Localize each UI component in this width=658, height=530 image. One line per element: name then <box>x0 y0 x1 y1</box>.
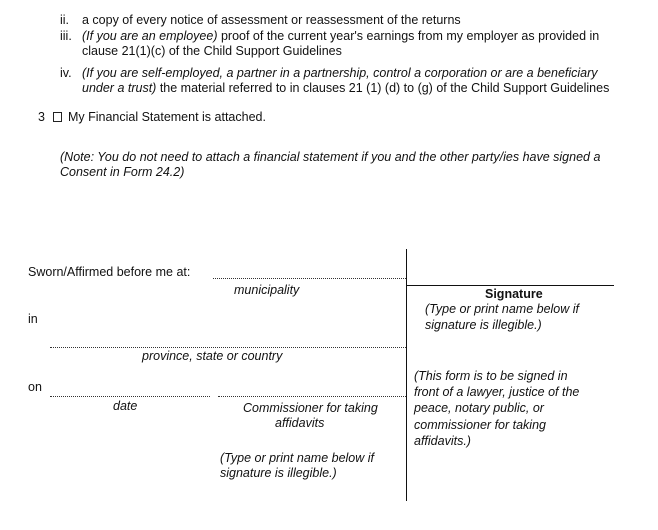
list-item-iii-line1 <box>82 29 599 44</box>
province-field[interactable] <box>50 347 406 348</box>
signing-instruction-1: (This form is to be signed in <box>414 369 568 383</box>
commissioner-note-1: (Type or print name below if <box>220 451 374 465</box>
list-item-iii-line2: clause 21(1)(c) of the Child Support Guidelines <box>82 44 342 58</box>
note-line-1: (Note: You do not need to attach a financial statement if you and the other party/ies have signed a <box>60 150 601 164</box>
on-label: on <box>28 380 42 394</box>
signature-line <box>406 285 614 286</box>
employee-qualifier: (If you are an employee) <box>82 29 218 43</box>
signing-instruction-4: commissioner for taking <box>414 418 546 432</box>
signing-instruction-3: peace, notary public, or <box>414 401 544 415</box>
commissioner-field[interactable] <box>218 396 406 397</box>
list-number-ii: ii. <box>60 13 70 27</box>
vertical-divider <box>406 249 407 501</box>
commissioner-line-2: affidavits <box>275 416 325 430</box>
signing-instruction-5: affidavits.) <box>414 434 471 448</box>
list-number-iv: iv. <box>60 66 72 80</box>
list-item-ii-text <box>82 13 461 28</box>
municipality-field[interactable] <box>213 278 406 279</box>
signature-label: Signature <box>485 287 543 301</box>
list-number-iii: iii. <box>60 29 72 43</box>
signature-note-2: signature is illegible.) <box>425 318 542 332</box>
signing-instruction-2: front of a lawyer, justice of the <box>414 385 580 399</box>
section-3 <box>38 110 266 125</box>
list-item-iv-line1: (If you are self-employed, a partner in a partnership, control a corporation or are a beneficiary <box>82 66 598 80</box>
section-3-number: 3 <box>38 110 45 124</box>
financial-statement-checkbox[interactable] <box>53 112 62 122</box>
list-item-ii-line1: a copy of every notice of assessment or reassessment of the returns <box>82 13 461 27</box>
commissioner-line-1: Commissioner for taking <box>243 401 378 415</box>
section-3-text: My Financial Statement is attached. <box>67 110 266 124</box>
signature-note-1: (Type or print name below if <box>425 302 579 316</box>
municipality-label: municipality <box>234 283 300 297</box>
date-field[interactable] <box>50 396 210 397</box>
employee-text: proof of the current year's earnings from my employer as provided in <box>217 29 600 43</box>
sworn-label: Sworn/Affirmed before me at: <box>28 265 191 279</box>
province-label: province, state or country <box>142 349 283 363</box>
in-label: in <box>28 312 38 326</box>
list-item-iv-line2 <box>82 81 609 96</box>
commissioner-note-2: signature is illegible.) <box>220 466 337 480</box>
material-text: the material referred to in clauses 21 (1) (d) to (g) of the Child Support Guidelines <box>156 81 610 95</box>
trust-qualifier: under a trust) <box>82 81 157 95</box>
note-line-2: Consent in Form 24.2) <box>60 165 185 179</box>
date-label: date <box>113 399 138 413</box>
